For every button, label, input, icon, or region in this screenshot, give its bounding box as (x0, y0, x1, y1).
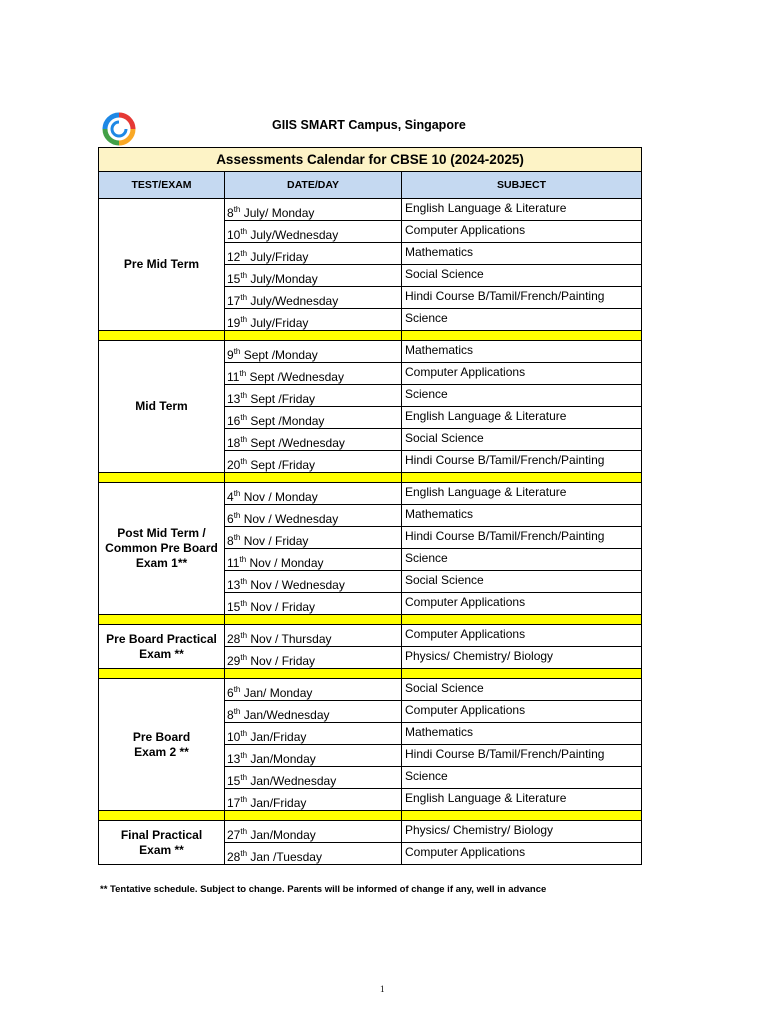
giis-logo-icon (102, 112, 136, 146)
table-row (99, 483, 642, 505)
date-month-day: Nov / Thursday (247, 632, 332, 646)
date-ordinal-suffix: th (240, 457, 248, 466)
date-ordinal-suffix: th (233, 685, 241, 694)
table-row (99, 625, 642, 647)
date-number: 27 (227, 828, 241, 842)
subject-cell: Science (402, 385, 642, 407)
date-number: 10 (227, 730, 241, 744)
test-name-cell: Pre Mid Term (99, 199, 225, 331)
separator-row (99, 331, 642, 341)
date-number: 10 (227, 228, 241, 242)
date-cell (225, 265, 402, 287)
date-number: 13 (227, 752, 241, 766)
date-ordinal-suffix: th (233, 489, 241, 498)
column-header-test: TEST/EXAM (99, 172, 225, 199)
separator-cell (402, 615, 642, 625)
date-number: 15 (227, 600, 241, 614)
date-month-day: July/Wednesday (247, 294, 339, 308)
date-ordinal-suffix: th (233, 347, 241, 356)
date-ordinal-suffix: th (240, 293, 248, 302)
subject-cell: Computer Applications (402, 625, 642, 647)
date-ordinal-suffix: th (240, 227, 248, 236)
test-name-cell: Mid Term (99, 341, 225, 473)
date-month-day: Jan/ Monday (240, 686, 313, 700)
subject-cell: Social Science (402, 679, 642, 701)
date-month-day: Sept /Friday (247, 392, 316, 406)
date-cell (225, 221, 402, 243)
date-month-day: Sept /Monday (240, 348, 318, 362)
subject-cell: Mathematics (402, 505, 642, 527)
date-cell (225, 527, 402, 549)
date-cell (225, 745, 402, 767)
date-number: 8 (227, 206, 234, 220)
date-ordinal-suffix: th (240, 435, 248, 444)
separator-cell (99, 669, 225, 679)
date-ordinal-suffix: th (240, 751, 248, 760)
subject-cell: English Language & Literature (402, 483, 642, 505)
footnote: ** Tentative schedule. Subject to change. Parents will be informed of change if any, well in advance (100, 884, 547, 895)
assessment-calendar-table (98, 147, 642, 865)
date-month-day: Jan/Wednesday (240, 708, 330, 722)
date-ordinal-suffix: th (240, 577, 248, 586)
date-month-day: Sept /Wednesday (246, 370, 344, 384)
date-ordinal-suffix: th (233, 707, 241, 716)
date-cell (225, 363, 402, 385)
date-month-day: Nov / Friday (240, 534, 309, 548)
date-month-day: Jan/Monday (247, 828, 316, 842)
date-month-day: Jan/Monday (247, 752, 316, 766)
subject-cell: Computer Applications (402, 363, 642, 385)
date-ordinal-suffix: th (240, 315, 248, 324)
date-ordinal-suffix: th (240, 827, 248, 836)
separator-row (99, 473, 642, 483)
date-ordinal-suffix: th (233, 511, 241, 520)
school-name: GIIS SMART Campus, Singapore (272, 118, 466, 132)
separator-cell (225, 473, 402, 483)
date-cell (225, 243, 402, 265)
date-cell (225, 789, 402, 811)
column-header-date: DATE/DAY (225, 172, 402, 199)
date-month-day: Sept /Friday (247, 458, 316, 472)
date-cell (225, 341, 402, 363)
date-ordinal-suffix: th (233, 533, 241, 542)
date-month-day: Nov / Monday (246, 556, 324, 570)
subject-cell: Social Science (402, 265, 642, 287)
date-cell (225, 407, 402, 429)
separator-cell (402, 669, 642, 679)
subject-cell: Hindi Course B/Tamil/French/Painting (402, 745, 642, 767)
date-number: 15 (227, 272, 241, 286)
date-number: 16 (227, 414, 241, 428)
table-row (99, 341, 642, 363)
date-number: 17 (227, 294, 241, 308)
date-number: 6 (227, 512, 234, 526)
date-cell (225, 199, 402, 221)
date-ordinal-suffix: th (240, 849, 248, 858)
date-ordinal-suffix: th (239, 369, 247, 378)
date-cell (225, 549, 402, 571)
date-number: 8 (227, 708, 234, 722)
subject-cell: Science (402, 767, 642, 789)
date-month-day: Jan/Friday (247, 796, 307, 810)
date-cell (225, 505, 402, 527)
subject-cell: Computer Applications (402, 593, 642, 615)
separator-cell (225, 811, 402, 821)
separator-row (99, 669, 642, 679)
test-name-cell: Final Practical Exam ** (99, 821, 225, 865)
separator-cell (402, 811, 642, 821)
separator-cell (225, 331, 402, 341)
page-number: 1 (380, 984, 385, 994)
table-row (99, 821, 642, 843)
separator-cell (99, 331, 225, 341)
date-number: 13 (227, 578, 241, 592)
date-month-day: Nov / Monday (240, 490, 318, 504)
date-month-day: Sept /Monday (247, 414, 325, 428)
separator-cell (402, 473, 642, 483)
separator-row (99, 615, 642, 625)
date-ordinal-suffix: th (239, 555, 247, 564)
date-cell (225, 483, 402, 505)
date-number: 28 (227, 850, 241, 864)
subject-cell: Science (402, 549, 642, 571)
separator-cell (99, 811, 225, 821)
subject-cell: Computer Applications (402, 221, 642, 243)
date-ordinal-suffix: th (240, 795, 248, 804)
subject-cell: Computer Applications (402, 843, 642, 865)
table-title: Assessments Calendar for CBSE 10 (2024-2025) (99, 148, 642, 172)
date-number: 11 (227, 370, 240, 384)
date-cell (225, 287, 402, 309)
separator-cell (99, 473, 225, 483)
date-number: 8 (227, 534, 234, 548)
date-month-day: Nov / Friday (247, 654, 316, 668)
date-ordinal-suffix: th (240, 413, 248, 422)
separator-cell (225, 615, 402, 625)
date-cell (225, 767, 402, 789)
date-ordinal-suffix: th (240, 729, 248, 738)
separator-cell (225, 669, 402, 679)
date-number: 12 (227, 250, 241, 264)
date-ordinal-suffix: th (240, 773, 248, 782)
date-month-day: Jan/Friday (247, 730, 307, 744)
subject-cell: Physics/ Chemistry/ Biology (402, 647, 642, 669)
date-cell (225, 647, 402, 669)
date-number: 11 (227, 556, 240, 570)
subject-cell: Computer Applications (402, 701, 642, 723)
date-cell (225, 679, 402, 701)
separator-row (99, 811, 642, 821)
date-month-day: Sept /Wednesday (247, 436, 345, 450)
subject-cell: Hindi Course B/Tamil/French/Painting (402, 527, 642, 549)
date-cell (225, 843, 402, 865)
subject-cell: Mathematics (402, 341, 642, 363)
date-ordinal-suffix: th (240, 249, 248, 258)
date-ordinal-suffix: th (240, 653, 248, 662)
date-number: 9 (227, 348, 234, 362)
date-number: 13 (227, 392, 241, 406)
test-name-cell: Pre Board Practical Exam ** (99, 625, 225, 669)
subject-cell: Science (402, 309, 642, 331)
date-month-day: Nov / Wednesday (240, 512, 339, 526)
date-number: 4 (227, 490, 234, 504)
date-cell (225, 821, 402, 843)
date-cell (225, 723, 402, 745)
subject-cell: Hindi Course B/Tamil/French/Painting (402, 451, 642, 473)
subject-cell: Mathematics (402, 243, 642, 265)
test-name-cell: Post Mid Term / Common Pre Board Exam 1** (99, 483, 225, 615)
subject-cell: English Language & Literature (402, 789, 642, 811)
date-number: 20 (227, 458, 241, 472)
date-month-day: July/Monday (247, 272, 318, 286)
date-number: 19 (227, 316, 241, 330)
date-month-day: Jan /Tuesday (247, 850, 322, 864)
date-month-day: July/Wednesday (247, 228, 339, 242)
subject-cell: Social Science (402, 429, 642, 451)
test-name-cell: Pre Board Exam 2 ** (99, 679, 225, 811)
date-month-day: Nov / Wednesday (247, 578, 345, 592)
date-cell (225, 593, 402, 615)
date-cell (225, 429, 402, 451)
date-cell (225, 701, 402, 723)
date-number: 29 (227, 654, 241, 668)
date-cell (225, 571, 402, 593)
table-row (99, 679, 642, 701)
date-month-day: July/ Monday (240, 206, 315, 220)
date-cell (225, 451, 402, 473)
date-cell (225, 309, 402, 331)
date-ordinal-suffix: th (240, 631, 248, 640)
date-number: 15 (227, 774, 241, 788)
subject-cell: Hindi Course B/Tamil/French/Painting (402, 287, 642, 309)
subject-cell: English Language & Literature (402, 199, 642, 221)
date-number: 18 (227, 436, 241, 450)
date-month-day: July/Friday (247, 250, 309, 264)
date-number: 17 (227, 796, 241, 810)
table-row (99, 199, 642, 221)
date-ordinal-suffix: th (240, 599, 248, 608)
subject-cell: Mathematics (402, 723, 642, 745)
date-number: 6 (227, 686, 234, 700)
date-month-day: Nov / Friday (247, 600, 316, 614)
separator-cell (99, 615, 225, 625)
subject-cell: English Language & Literature (402, 407, 642, 429)
separator-cell (402, 331, 642, 341)
column-header-subject: SUBJECT (402, 172, 642, 199)
date-ordinal-suffix: th (233, 205, 241, 214)
subject-cell: Physics/ Chemistry/ Biology (402, 821, 642, 843)
date-ordinal-suffix: th (240, 271, 248, 280)
date-month-day: Jan/Wednesday (247, 774, 337, 788)
date-number: 28 (227, 632, 241, 646)
date-cell (225, 625, 402, 647)
subject-cell: Social Science (402, 571, 642, 593)
date-cell (225, 385, 402, 407)
date-ordinal-suffix: th (240, 391, 248, 400)
date-month-day: July/Friday (247, 316, 309, 330)
